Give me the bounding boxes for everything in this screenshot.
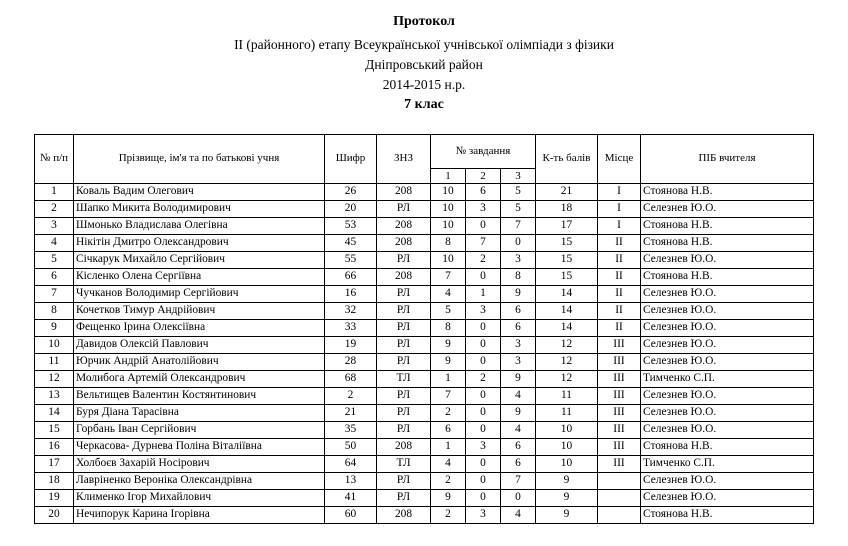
cell-place xyxy=(598,473,641,490)
cell-teacher: Селезнев Ю.О. xyxy=(641,490,814,507)
cell-task-2: 3 xyxy=(466,507,501,524)
cell-teacher: Тимченко С.П. xyxy=(641,456,814,473)
cell-teacher: Селезнев Ю.О. xyxy=(641,286,814,303)
cell-task-2: 3 xyxy=(466,303,501,320)
cell-task-1: 7 xyxy=(431,269,466,286)
table-header-row xyxy=(35,135,814,169)
cell-student-name: Холбоєв Захарій Носірович xyxy=(74,456,325,473)
cell-student-name: Горбань Іван Сергійович xyxy=(74,422,325,439)
cell-total: 10 xyxy=(536,439,598,456)
table-row xyxy=(35,422,814,439)
cell-num: 20 xyxy=(35,507,74,524)
cell-num: 12 xyxy=(35,371,74,388)
cell-task-2: 0 xyxy=(466,490,501,507)
cell-student-name: Січкарук Михайло Сергійович xyxy=(74,252,325,269)
academic-year: 2014-2015 н.р. xyxy=(382,77,466,92)
cell-task-3: 6 xyxy=(501,320,536,337)
cell-task-1: 10 xyxy=(431,252,466,269)
cell-place: ІІ xyxy=(598,286,641,303)
cell-total: 14 xyxy=(536,286,598,303)
cell-total: 12 xyxy=(536,337,598,354)
cell-student-name: Вельтищев Валентин Костянтинович xyxy=(74,388,325,405)
cell-task-2: 0 xyxy=(466,456,501,473)
cell-task-3: 4 xyxy=(501,422,536,439)
table-row xyxy=(35,337,814,354)
table-row xyxy=(35,507,814,524)
cell-task-3: 7 xyxy=(501,473,536,490)
cell-place: ІІ xyxy=(598,320,641,337)
cell-task-1: 1 xyxy=(431,439,466,456)
cell-task-1: 10 xyxy=(431,184,466,201)
cell-teacher: Стоянова Н.В. xyxy=(641,184,814,201)
cell-code: 50 xyxy=(325,439,377,456)
cell-teacher: Селезнев Ю.О. xyxy=(641,252,814,269)
cell-task-2: 0 xyxy=(466,354,501,371)
grade-label: 7 клас xyxy=(404,97,444,112)
cell-code: 26 xyxy=(325,184,377,201)
cell-task-2: 0 xyxy=(466,337,501,354)
cell-place: ІІІ xyxy=(598,337,641,354)
cell-task-1: 1 xyxy=(431,371,466,388)
cell-teacher: Селезнев Ю.О. xyxy=(641,320,814,337)
cell-code: 45 xyxy=(325,235,377,252)
cell-task-2: 6 xyxy=(466,184,501,201)
cell-code: 35 xyxy=(325,422,377,439)
cell-place: І xyxy=(598,201,641,218)
header-task-1: 1 xyxy=(431,169,466,184)
cell-school: 208 xyxy=(377,269,431,286)
header-num: № п/п xyxy=(35,135,74,184)
cell-task-2: 0 xyxy=(466,269,501,286)
cell-teacher: Селезнев Ю.О. xyxy=(641,473,814,490)
cell-school: РЛ xyxy=(377,252,431,269)
cell-task-3: 0 xyxy=(501,235,536,252)
cell-code: 68 xyxy=(325,371,377,388)
cell-code: 13 xyxy=(325,473,377,490)
cell-task-3: 6 xyxy=(501,456,536,473)
cell-task-1: 6 xyxy=(431,422,466,439)
cell-school: РЛ xyxy=(377,490,431,507)
cell-student-name: Шапко Микита Володимирович xyxy=(74,201,325,218)
cell-code: 60 xyxy=(325,507,377,524)
cell-num: 7 xyxy=(35,286,74,303)
cell-total: 21 xyxy=(536,184,598,201)
cell-teacher: Стоянова Н.В. xyxy=(641,235,814,252)
cell-student-name: Чучканов Володимир Сергійович xyxy=(74,286,325,303)
cell-student-name: Фещенко Ірина Олексіївна xyxy=(74,320,325,337)
cell-task-1: 10 xyxy=(431,201,466,218)
district-label: Дніпровський район xyxy=(365,57,483,72)
cell-student-name: Кочетков Тимур Андрійович xyxy=(74,303,325,320)
table-row xyxy=(35,235,814,252)
cell-school: РЛ xyxy=(377,303,431,320)
cell-teacher: Селезнев Ю.О. xyxy=(641,337,814,354)
cell-place xyxy=(598,507,641,524)
cell-task-3: 9 xyxy=(501,405,536,422)
cell-code: 66 xyxy=(325,269,377,286)
header-task-2: 2 xyxy=(466,169,501,184)
cell-num: 4 xyxy=(35,235,74,252)
cell-task-2: 0 xyxy=(466,388,501,405)
cell-total: 15 xyxy=(536,269,598,286)
cell-code: 64 xyxy=(325,456,377,473)
cell-task-3: 3 xyxy=(501,337,536,354)
cell-school: 208 xyxy=(377,218,431,235)
cell-task-3: 6 xyxy=(501,303,536,320)
cell-task-2: 2 xyxy=(466,252,501,269)
cell-student-name: Шмонько Владислава Олегівна xyxy=(74,218,325,235)
cell-teacher: Селезнев Ю.О. xyxy=(641,405,814,422)
header-name: Прізвище, ім'я та по батькові учня xyxy=(74,135,325,184)
table-row xyxy=(35,405,814,422)
cell-num: 16 xyxy=(35,439,74,456)
table-row xyxy=(35,439,814,456)
table-row xyxy=(35,354,814,371)
cell-total: 10 xyxy=(536,422,598,439)
cell-teacher: Селезнев Ю.О. xyxy=(641,422,814,439)
cell-num: 14 xyxy=(35,405,74,422)
table-row xyxy=(35,286,814,303)
cell-teacher: Стоянова Н.В. xyxy=(641,507,814,524)
cell-num: 3 xyxy=(35,218,74,235)
cell-student-name: Нечипорук Карина Ігорівна xyxy=(74,507,325,524)
cell-code: 55 xyxy=(325,252,377,269)
cell-place: ІІ xyxy=(598,303,641,320)
cell-task-1: 7 xyxy=(431,388,466,405)
cell-teacher: Селезнев Ю.О. xyxy=(641,388,814,405)
cell-teacher: Селезнев Ю.О. xyxy=(641,354,814,371)
cell-place: ІІ xyxy=(598,252,641,269)
table-body xyxy=(35,184,814,524)
cell-school: ТЛ xyxy=(377,371,431,388)
cell-task-3: 3 xyxy=(501,354,536,371)
cell-task-2: 0 xyxy=(466,218,501,235)
cell-student-name: Буря Діана Тарасівна xyxy=(74,405,325,422)
document-title: Протокол xyxy=(393,14,455,29)
cell-school: 208 xyxy=(377,184,431,201)
cell-task-1: 9 xyxy=(431,354,466,371)
cell-school: 208 xyxy=(377,507,431,524)
cell-code: 16 xyxy=(325,286,377,303)
cell-task-1: 9 xyxy=(431,490,466,507)
cell-task-1: 8 xyxy=(431,235,466,252)
cell-num: 6 xyxy=(35,269,74,286)
table-row xyxy=(35,320,814,337)
table-row xyxy=(35,303,814,320)
cell-code: 20 xyxy=(325,201,377,218)
cell-task-3: 5 xyxy=(501,201,536,218)
cell-task-2: 2 xyxy=(466,371,501,388)
cell-total: 9 xyxy=(536,490,598,507)
cell-school: РЛ xyxy=(377,405,431,422)
cell-total: 9 xyxy=(536,507,598,524)
cell-task-2: 3 xyxy=(466,439,501,456)
cell-num: 11 xyxy=(35,354,74,371)
cell-task-2: 0 xyxy=(466,320,501,337)
cell-teacher: Селезнев Ю.О. xyxy=(641,201,814,218)
cell-task-2: 1 xyxy=(466,286,501,303)
cell-total: 15 xyxy=(536,252,598,269)
cell-teacher: Тимченко С.П. xyxy=(641,371,814,388)
cell-num: 15 xyxy=(35,422,74,439)
cell-task-2: 0 xyxy=(466,405,501,422)
table-row xyxy=(35,184,814,201)
cell-total: 14 xyxy=(536,320,598,337)
cell-task-1: 10 xyxy=(431,218,466,235)
cell-school: РЛ xyxy=(377,320,431,337)
cell-student-name: Коваль Вадим Олегович xyxy=(74,184,325,201)
cell-place xyxy=(598,490,641,507)
cell-student-name: Нікітін Дмитро Олександрович xyxy=(74,235,325,252)
cell-code: 32 xyxy=(325,303,377,320)
table-row xyxy=(35,456,814,473)
cell-student-name: Юрчик Андрій Анатолійович xyxy=(74,354,325,371)
cell-total: 14 xyxy=(536,303,598,320)
table-row xyxy=(35,252,814,269)
cell-num: 5 xyxy=(35,252,74,269)
header-task-3: 3 xyxy=(501,169,536,184)
header-total: К-ть балів xyxy=(536,135,598,184)
cell-num: 8 xyxy=(35,303,74,320)
cell-code: 53 xyxy=(325,218,377,235)
header-teacher: ПІБ вчителя xyxy=(641,135,814,184)
cell-num: 19 xyxy=(35,490,74,507)
cell-total: 11 xyxy=(536,405,598,422)
cell-task-1: 9 xyxy=(431,337,466,354)
cell-task-1: 5 xyxy=(431,303,466,320)
cell-place: І xyxy=(598,218,641,235)
cell-task-3: 4 xyxy=(501,507,536,524)
cell-task-1: 2 xyxy=(431,507,466,524)
cell-student-name: Давидов Олексій Павлович xyxy=(74,337,325,354)
table-row xyxy=(35,218,814,235)
table-row xyxy=(35,490,814,507)
header-school: ЗНЗ xyxy=(377,135,431,184)
cell-teacher: Стоянова Н.В. xyxy=(641,269,814,286)
cell-student-name: Черкасова- Дурнева Поліна Віталіївна xyxy=(74,439,325,456)
cell-task-3: 9 xyxy=(501,286,536,303)
cell-code: 28 xyxy=(325,354,377,371)
cell-num: 18 xyxy=(35,473,74,490)
cell-total: 18 xyxy=(536,201,598,218)
cell-teacher: Стоянова Н.В. xyxy=(641,218,814,235)
cell-task-2: 0 xyxy=(466,422,501,439)
cell-place: ІІІ xyxy=(598,439,641,456)
cell-teacher: Стоянова Н.В. xyxy=(641,439,814,456)
cell-place: ІІ xyxy=(598,235,641,252)
header-place: Місце xyxy=(598,135,641,184)
cell-place: ІІІ xyxy=(598,354,641,371)
cell-num: 10 xyxy=(35,337,74,354)
table-row xyxy=(35,269,814,286)
cell-num: 9 xyxy=(35,320,74,337)
cell-task-1: 4 xyxy=(431,286,466,303)
cell-task-2: 0 xyxy=(466,473,501,490)
cell-place: І xyxy=(598,184,641,201)
cell-school: РЛ xyxy=(377,473,431,490)
cell-student-name: Молибога Артемій Олександрович xyxy=(74,371,325,388)
cell-total: 11 xyxy=(536,388,598,405)
cell-school: РЛ xyxy=(377,337,431,354)
cell-task-2: 3 xyxy=(466,201,501,218)
cell-task-3: 3 xyxy=(501,252,536,269)
cell-task-3: 6 xyxy=(501,439,536,456)
table-row xyxy=(35,201,814,218)
cell-code: 19 xyxy=(325,337,377,354)
cell-place: ІІ xyxy=(598,269,641,286)
cell-student-name: Лавріненко Вероніка Олександрівна xyxy=(74,473,325,490)
cell-school: 208 xyxy=(377,439,431,456)
cell-task-1: 8 xyxy=(431,320,466,337)
cell-code: 21 xyxy=(325,405,377,422)
cell-code: 2 xyxy=(325,388,377,405)
header-code: Шифр xyxy=(325,135,377,184)
cell-total: 9 xyxy=(536,473,598,490)
cell-teacher: Селезнев Ю.О. xyxy=(641,303,814,320)
cell-student-name: Кісленко Олена Сергіївна xyxy=(74,269,325,286)
header-tasks: № завдання xyxy=(431,135,536,169)
cell-total: 10 xyxy=(536,456,598,473)
cell-task-2: 7 xyxy=(466,235,501,252)
cell-school: РЛ xyxy=(377,422,431,439)
cell-school: РЛ xyxy=(377,286,431,303)
cell-student-name: Клименко Ігор Михайлович xyxy=(74,490,325,507)
cell-total: 12 xyxy=(536,371,598,388)
cell-task-3: 4 xyxy=(501,388,536,405)
cell-place: ІІІ xyxy=(598,422,641,439)
cell-task-1: 4 xyxy=(431,456,466,473)
table-row xyxy=(35,473,814,490)
cell-total: 15 xyxy=(536,235,598,252)
cell-place: ІІІ xyxy=(598,405,641,422)
cell-task-1: 2 xyxy=(431,473,466,490)
cell-total: 17 xyxy=(536,218,598,235)
cell-total: 12 xyxy=(536,354,598,371)
cell-school: РЛ xyxy=(377,201,431,218)
cell-code: 33 xyxy=(325,320,377,337)
cell-num: 17 xyxy=(35,456,74,473)
cell-school: РЛ xyxy=(377,354,431,371)
cell-num: 1 xyxy=(35,184,74,201)
cell-task-3: 0 xyxy=(501,490,536,507)
table-row xyxy=(35,388,814,405)
cell-place: ІІІ xyxy=(598,388,641,405)
cell-num: 2 xyxy=(35,201,74,218)
cell-place: ІІІ xyxy=(598,456,641,473)
cell-school: ТЛ xyxy=(377,456,431,473)
cell-task-1: 2 xyxy=(431,405,466,422)
document-subtitle: ІІ (районного) етапу Всеукраїнської учнівської олімпіади з фізики xyxy=(234,37,614,52)
cell-school: 208 xyxy=(377,235,431,252)
cell-task-3: 9 xyxy=(501,371,536,388)
cell-task-3: 7 xyxy=(501,218,536,235)
cell-place: ІІІ xyxy=(598,371,641,388)
cell-school: РЛ xyxy=(377,388,431,405)
cell-task-3: 8 xyxy=(501,269,536,286)
cell-code: 41 xyxy=(325,490,377,507)
table-row xyxy=(35,371,814,388)
cell-task-3: 5 xyxy=(501,184,536,201)
results-table xyxy=(34,134,814,524)
cell-num: 13 xyxy=(35,388,74,405)
